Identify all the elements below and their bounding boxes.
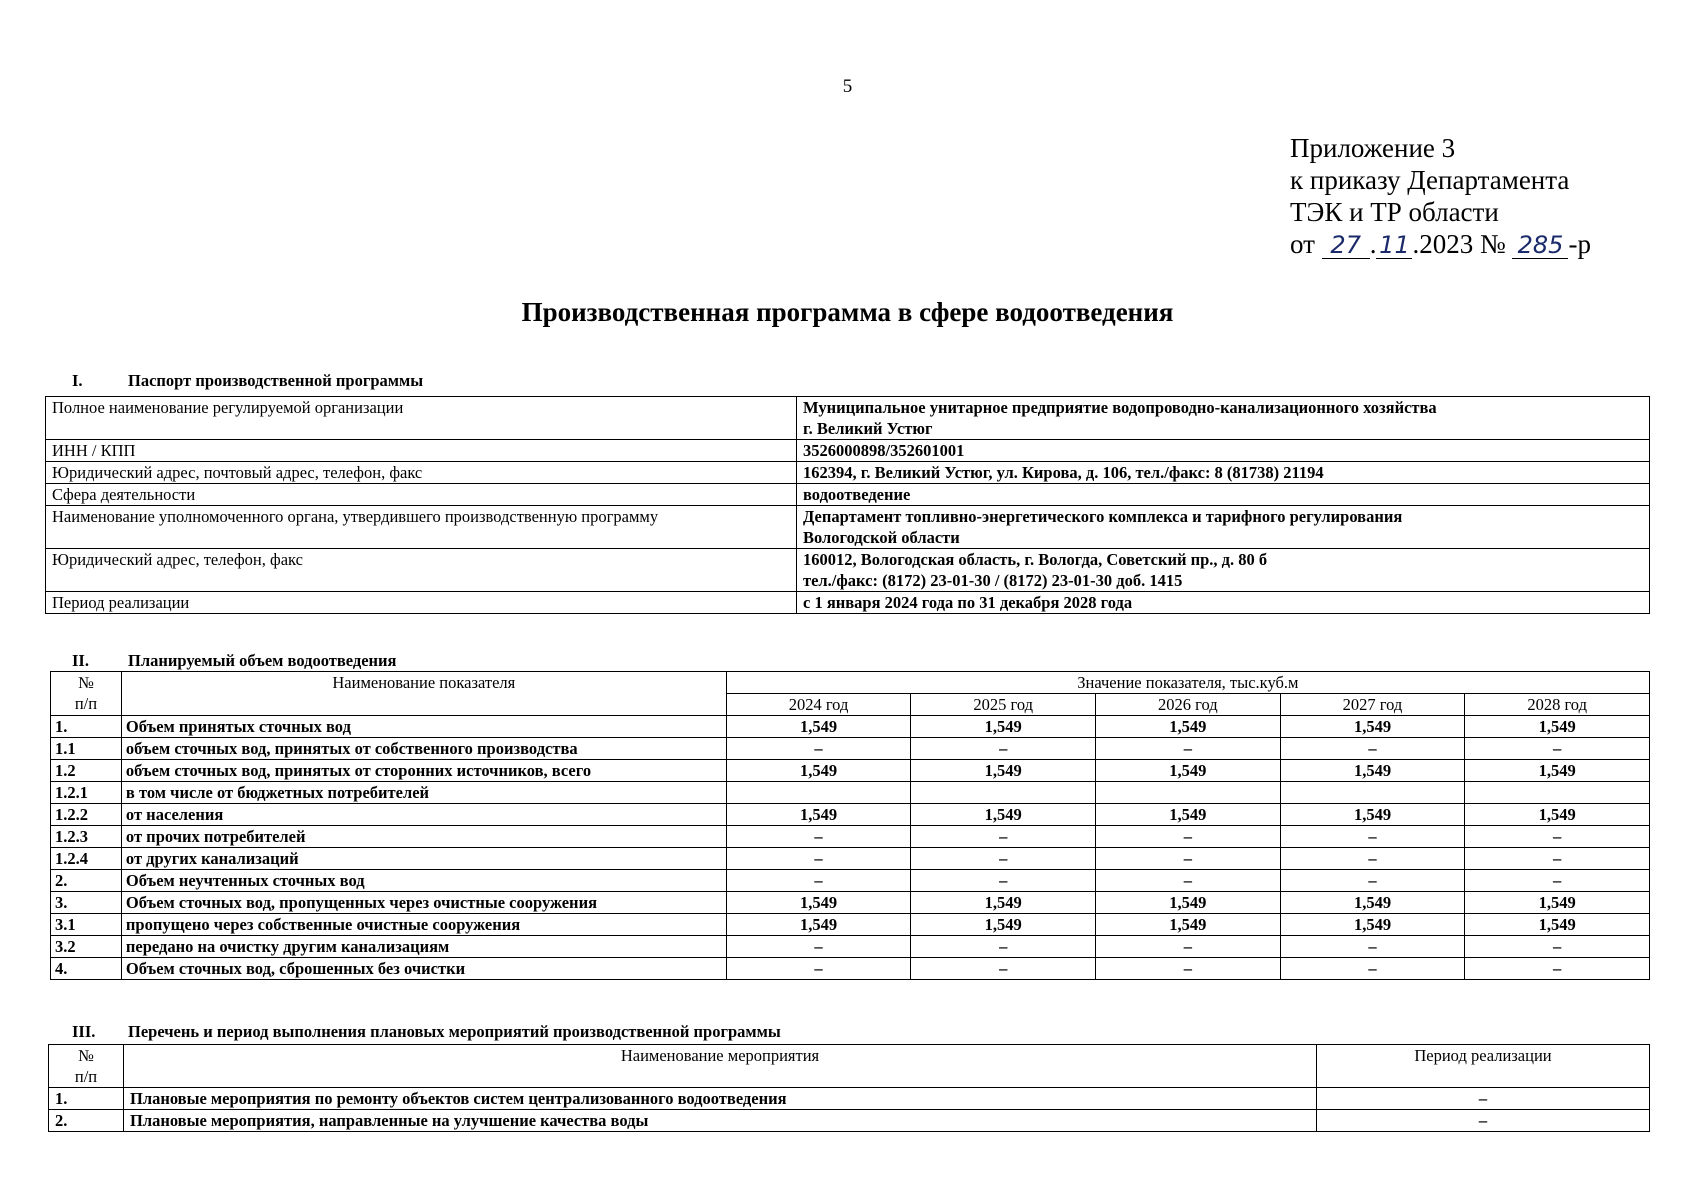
volume-value-cell: 1,549: [1280, 892, 1465, 914]
passport-value-line: Вологодской области: [803, 528, 960, 547]
appendix-order-line: [1290, 228, 1591, 260]
volume-value-cell: –: [1465, 870, 1650, 892]
volume-value-cell: 1,549: [1096, 914, 1281, 936]
volume-value-cell: –: [911, 958, 1096, 980]
appendix-line-2: к приказу Департамента: [1290, 165, 1570, 195]
page-number: 5: [842, 76, 853, 97]
year-header: 2027 год: [1280, 694, 1465, 716]
passport-value-line: Муниципальное унитарное предприятие водопроводно-канализационного хозяйства: [803, 398, 1437, 417]
volume-value-cell: 1,549: [1465, 804, 1650, 826]
volume-value-cell: –: [1280, 738, 1465, 760]
passport-value-line: 3526000898/352601001: [803, 441, 965, 460]
volume-value-cell: –: [1465, 848, 1650, 870]
volume-row-name: в том числе от бюджетных потребителей: [121, 782, 726, 804]
passport-table: [45, 396, 1650, 614]
passport-label: Полное наименование регулируемой организации: [46, 397, 797, 440]
volume-row-num: 1.: [51, 716, 122, 738]
passport-value-line: 160012, Вологодская область, г. Вологда, Советский пр., д. 80 б: [803, 550, 1268, 569]
events-row-period: –: [1317, 1110, 1650, 1132]
passport-value-line: с 1 января 2024 года по 31 декабря 2028 года: [803, 593, 1133, 612]
volume-value-cell: 1,549: [911, 716, 1096, 738]
volume-value-cell: 1,549: [726, 804, 911, 826]
order-day: 27: [1322, 232, 1370, 259]
events-header-period: Период реализации: [1317, 1045, 1650, 1088]
order-sep: .: [1369, 229, 1377, 259]
passport-value: [797, 592, 1650, 614]
volume-value-cell: –: [1096, 826, 1281, 848]
year-header: 2024 год: [726, 694, 911, 716]
events-header-name: Наименование мероприятия: [124, 1045, 1317, 1088]
passport-value-line: тел./факс: (8172) 23-01-30 / (8172) 23-01-30 доб. 1415: [803, 571, 1183, 590]
passport-row: [46, 440, 1650, 462]
volume-row: [51, 914, 1650, 936]
passport-label: ИНН / КПП: [46, 440, 797, 462]
year-header: 2028 год: [1465, 694, 1650, 716]
volume-row-num: 1.2.4: [51, 848, 122, 870]
volume-value-cell: –: [726, 826, 911, 848]
appendix-line-3: ТЭК и ТР области: [1290, 197, 1499, 227]
passport-value: [797, 397, 1650, 440]
volume-row-name: от других канализаций: [121, 848, 726, 870]
volume-value-cell: –: [1465, 958, 1650, 980]
volume-value-cell: –: [1280, 826, 1465, 848]
volume-table: [50, 671, 1650, 980]
volume-value-cell: [726, 782, 911, 804]
volume-row-name: передано на очистку другим канализациям: [121, 936, 726, 958]
order-suffix: -р: [1568, 229, 1591, 259]
volume-row-num: 3.: [51, 892, 122, 914]
passport-value: [797, 506, 1650, 549]
volume-value-cell: [1096, 782, 1281, 804]
section-2-heading: [72, 651, 396, 671]
volume-value-cell: –: [911, 936, 1096, 958]
volume-row-num: 3.2: [51, 936, 122, 958]
events-table: [48, 1044, 1650, 1132]
events-row: [49, 1088, 1650, 1110]
section-2-title: Планируемый объем водоотведения: [128, 651, 397, 670]
volume-value-cell: [1465, 782, 1650, 804]
events-row: [49, 1110, 1650, 1132]
volume-row: [51, 804, 1650, 826]
document-title: Производственная программа в сфере водоотведения: [521, 297, 1174, 327]
volume-row: [51, 826, 1650, 848]
volume-value-cell: 1,549: [1280, 716, 1465, 738]
passport-value: [797, 440, 1650, 462]
volume-value-cell: 1,549: [1096, 892, 1281, 914]
section-1-title: Паспорт производственной программы: [128, 371, 424, 390]
appendix-block: [1290, 132, 1591, 260]
events-header-num: № п/п: [49, 1045, 124, 1088]
volume-row: [51, 760, 1650, 782]
passport-label: Период реализации: [46, 592, 797, 614]
section-1-heading: [72, 371, 423, 391]
passport-row: [46, 549, 1650, 592]
passport-row: [46, 592, 1650, 614]
events-row-num: 2.: [49, 1110, 124, 1132]
section-3-number: III.: [72, 1022, 96, 1041]
volume-value-cell: [1280, 782, 1465, 804]
volume-value-cell: 1,549: [1465, 760, 1650, 782]
passport-label: Сфера деятельности: [46, 484, 797, 506]
volume-value-cell: –: [726, 738, 911, 760]
volume-value-cell: –: [726, 936, 911, 958]
volume-row: [51, 716, 1650, 738]
volume-value-cell: 1,549: [1465, 914, 1650, 936]
volume-row-num: 1.2: [51, 760, 122, 782]
passport-row: [46, 484, 1650, 506]
volume-row-num: 2.: [51, 870, 122, 892]
passport-value: [797, 484, 1650, 506]
volume-value-cell: –: [1096, 958, 1281, 980]
volume-row-num: 3.1: [51, 914, 122, 936]
volume-value-cell: –: [1465, 738, 1650, 760]
volume-row-name: пропущено через собственные очистные сооружения: [121, 914, 726, 936]
volume-row-name: Объем сточных вод, сброшенных без очистки: [121, 958, 726, 980]
volume-row-name: от прочих потребителей: [121, 826, 726, 848]
volume-value-cell: 1,549: [911, 914, 1096, 936]
volume-row-name: объем сточных вод, принятых от собственного производства: [121, 738, 726, 760]
appendix-line-1: Приложение 3: [1290, 133, 1456, 163]
volume-row: [51, 848, 1650, 870]
volume-value-cell: –: [1096, 936, 1281, 958]
passport-value-line: г. Великий Устюг: [803, 419, 933, 438]
header-name: Наименование показателя: [121, 672, 726, 716]
volume-value-cell: 1,549: [1096, 716, 1281, 738]
volume-value-cell: –: [911, 826, 1096, 848]
volume-row: [51, 870, 1650, 892]
volume-value-cell: 1,549: [1280, 914, 1465, 936]
volume-row: [51, 738, 1650, 760]
section-2-number: II.: [72, 651, 89, 670]
volume-value-cell: –: [1096, 848, 1281, 870]
volume-row-name: Объем сточных вод, пропущенных через очистные сооружения: [121, 892, 726, 914]
volume-value-cell: 1,549: [1280, 760, 1465, 782]
volume-value-cell: 1,549: [1280, 804, 1465, 826]
passport-value: [797, 462, 1650, 484]
volume-value-cell: –: [726, 870, 911, 892]
volume-row-name: от населения: [121, 804, 726, 826]
passport-row: [46, 462, 1650, 484]
volume-row-num: 1.2.1: [51, 782, 122, 804]
volume-value-cell: 1,549: [726, 716, 911, 738]
order-date-prefix: от: [1290, 229, 1315, 259]
volume-value-cell: 1,549: [1096, 804, 1281, 826]
volume-value-cell: –: [1280, 848, 1465, 870]
passport-value-line: 162394, г. Великий Устюг, ул. Кирова, д. 106, тел./факс: 8 (81738) 21194: [803, 463, 1324, 482]
header-num: № п/п: [51, 672, 122, 716]
events-row-name: Плановые мероприятия по ремонту объектов систем централизованного водоотведения: [124, 1088, 1317, 1110]
order-month: 11: [1376, 232, 1412, 259]
volume-row: [51, 958, 1650, 980]
volume-value-cell: –: [1096, 738, 1281, 760]
volume-value-cell: 1,549: [911, 804, 1096, 826]
passport-label: Наименование уполномоченного органа, утвердившего производственную программу: [46, 506, 797, 549]
events-row-num: 1.: [49, 1088, 124, 1110]
events-header-row: [49, 1045, 1650, 1088]
volume-value-cell: 1,549: [726, 914, 911, 936]
volume-value-cell: 1,549: [726, 892, 911, 914]
volume-row: [51, 936, 1650, 958]
passport-row: [46, 506, 1650, 549]
header-value-group: Значение показателя, тыс.куб.м: [726, 672, 1649, 694]
volume-value-cell: –: [911, 738, 1096, 760]
volume-row-name: Объем неучтенных сточных вод: [121, 870, 726, 892]
volume-value-cell: –: [1280, 870, 1465, 892]
passport-label: Юридический адрес, телефон, факс: [46, 549, 797, 592]
volume-value-cell: 1,549: [1465, 892, 1650, 914]
volume-value-cell: 1,549: [911, 760, 1096, 782]
order-number: 285: [1512, 232, 1568, 259]
volume-value-cell: –: [1280, 958, 1465, 980]
year-header: 2026 год: [1096, 694, 1281, 716]
volume-value-cell: –: [726, 848, 911, 870]
volume-row-name: объем сточных вод, принятых от сторонних источников, всего: [121, 760, 726, 782]
volume-value-cell: –: [1465, 826, 1650, 848]
volume-row: [51, 892, 1650, 914]
volume-value-cell: –: [1280, 936, 1465, 958]
volume-value-cell: 1,549: [726, 760, 911, 782]
year-header: 2025 год: [911, 694, 1096, 716]
volume-row-num: 1.1: [51, 738, 122, 760]
volume-value-cell: –: [726, 958, 911, 980]
volume-row-num: 4.: [51, 958, 122, 980]
volume-value-cell: –: [1096, 870, 1281, 892]
passport-value-line: Департамент топливно-энергетического комплекса и тарифного регулирования: [803, 507, 1403, 526]
events-row-period: –: [1317, 1088, 1650, 1110]
section-1-number: I.: [72, 371, 83, 390]
events-row-name: Плановые мероприятия, направленные на улучшение качества воды: [124, 1110, 1317, 1132]
section-3-heading: [72, 1022, 781, 1042]
volume-row-num: 1.2.2: [51, 804, 122, 826]
volume-row-name: Объем принятых сточных вод: [121, 716, 726, 738]
passport-row: [46, 397, 1650, 440]
order-year: .2023 №: [1412, 229, 1506, 259]
volume-header-row: [51, 672, 1650, 694]
volume-row: [51, 782, 1650, 804]
volume-value-cell: –: [1465, 936, 1650, 958]
volume-value-cell: 1,549: [911, 892, 1096, 914]
section-3-title: Перечень и период выполнения плановых мероприятий производственной программы: [128, 1022, 781, 1041]
volume-row-num: 1.2.3: [51, 826, 122, 848]
passport-value: [797, 549, 1650, 592]
passport-value-line: водоотведение: [803, 485, 911, 504]
volume-value-cell: –: [911, 848, 1096, 870]
volume-value-cell: [911, 782, 1096, 804]
volume-value-cell: 1,549: [1465, 716, 1650, 738]
passport-label: Юридический адрес, почтовый адрес, телефон, факс: [46, 462, 797, 484]
volume-value-cell: 1,549: [1096, 760, 1281, 782]
volume-value-cell: –: [911, 870, 1096, 892]
